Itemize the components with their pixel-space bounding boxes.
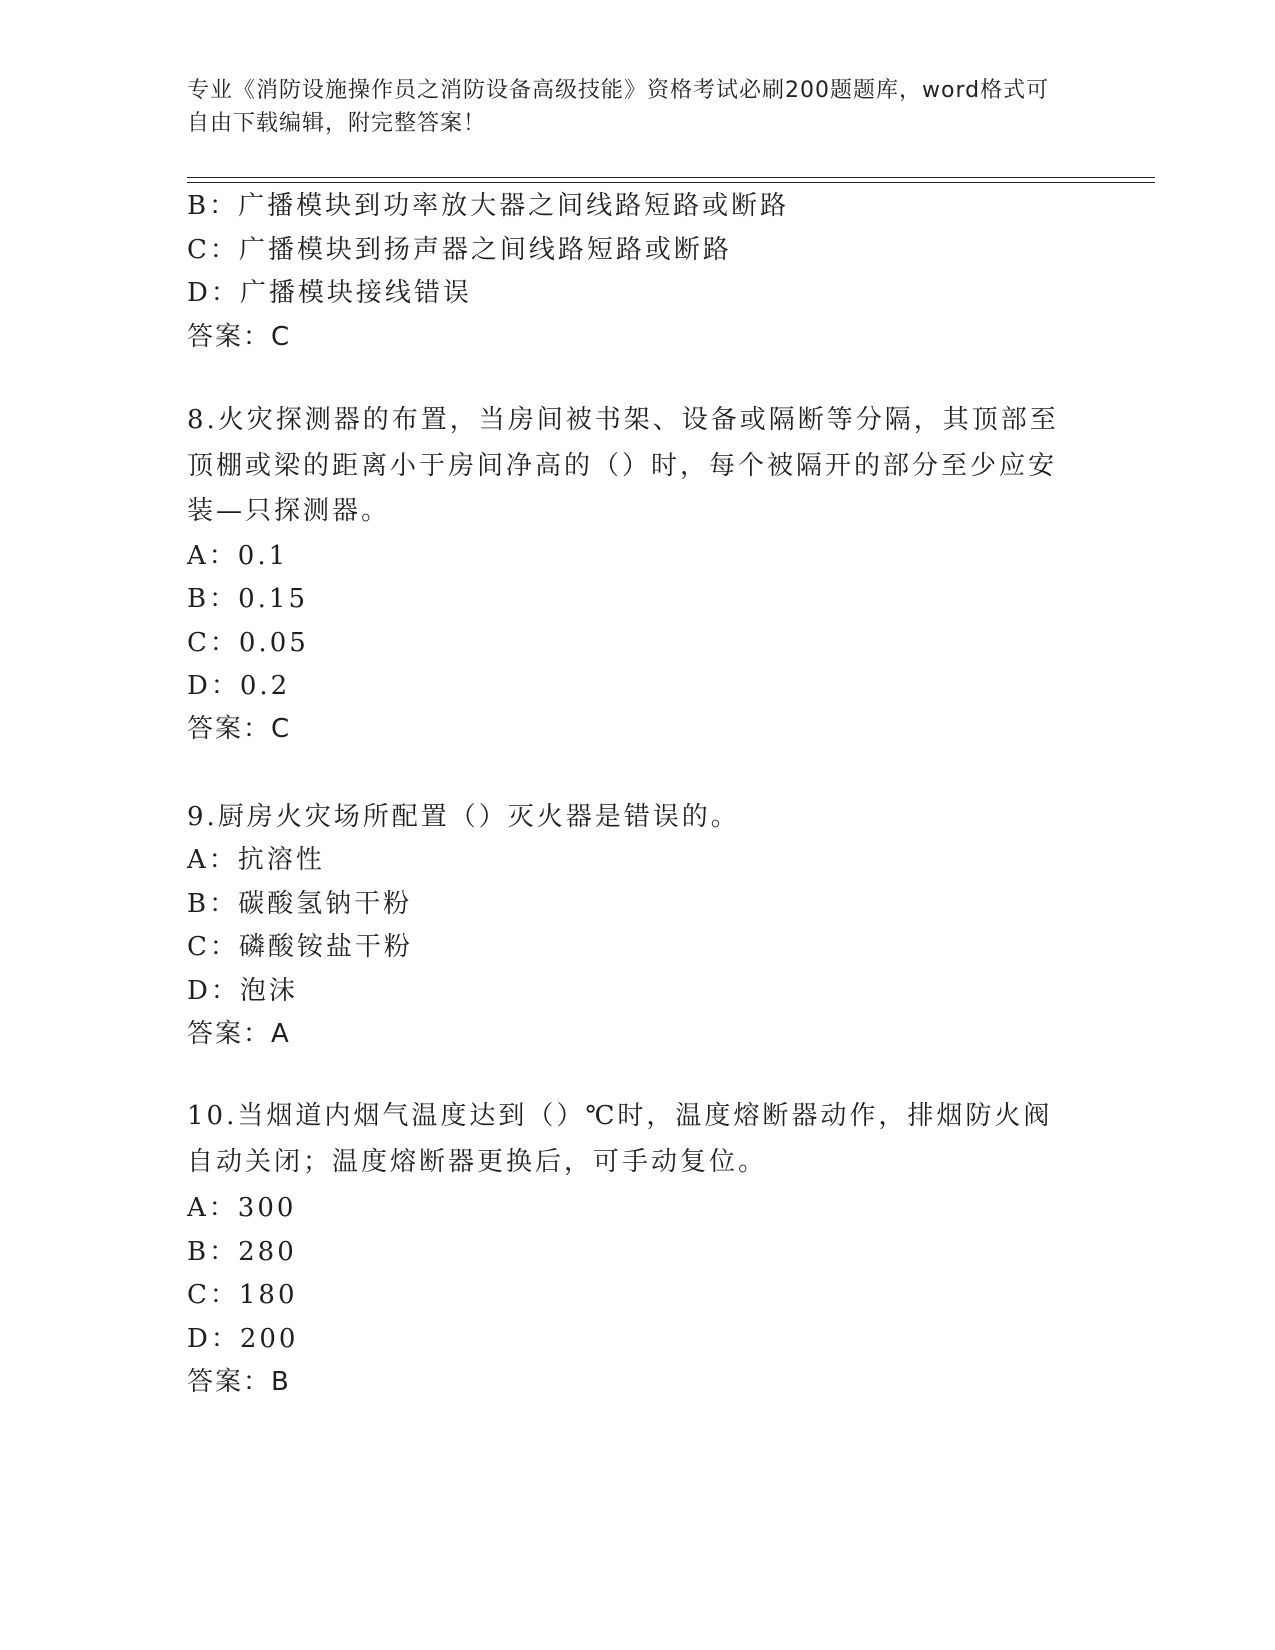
question-8-option-b: B：0.15 [187,584,308,614]
question-8-answer: 答案：C [187,714,292,744]
question-8-option-a: A：0.1 [187,541,289,571]
question-7-answer: 答案：C [187,322,292,352]
question-10-option-d: D：200 [187,1324,299,1354]
question-10-answer: 答案：B [187,1367,291,1397]
question-9-option-a: A：抗溶性 [187,845,325,875]
header-divider-bottom [187,182,1155,183]
header-divider-top [187,177,1155,178]
question-9-answer: 答案：A [187,1019,291,1049]
question-9-stem: 9.厨房火灾场所配置（）灭火器是错误的。 [187,802,740,832]
question-7-option-b: B：广播模块到功率放大器之间线路短路或断路 [187,191,790,221]
question-9-option-c: C：磷酸铵盐干粉 [187,932,413,962]
question-8-option-d: D：0.2 [187,671,291,701]
document-header: 专业《消防设施操作员之消防设备高级技能》资格考试必刷200题题库，word格式可自由下载编辑，附完整答案！ [187,78,1050,136]
question-10-option-c: C：180 [187,1280,298,1310]
question-10-option-a: A：300 [187,1193,297,1223]
question-10-stem: 10.当烟道内烟气温度达到（）℃时，温度熔断器动作，排烟防火阀自动关闭；温度熔断器更换后，可手动复位。 [187,1101,1053,1177]
question-9-option-d: D：泡沫 [187,976,298,1006]
question-10-option-b: B：280 [187,1237,297,1267]
question-9-option-b: B：碳酸氢钠干粉 [187,889,413,919]
question-7-option-d: D：广播模块接线错误 [187,278,472,308]
question-8-option-c: C：0.05 [187,628,309,658]
question-8-stem: 8.火灾探测器的布置，当房间被书架、设备或隔断等分隔，其顶部至顶棚或梁的距离小于房间净高的（）时，每个被隔开的部分至少应安装—只探测器。 [187,405,1059,526]
question-7-option-c: C：广播模块到扬声器之间线路短路或断路 [187,235,732,265]
